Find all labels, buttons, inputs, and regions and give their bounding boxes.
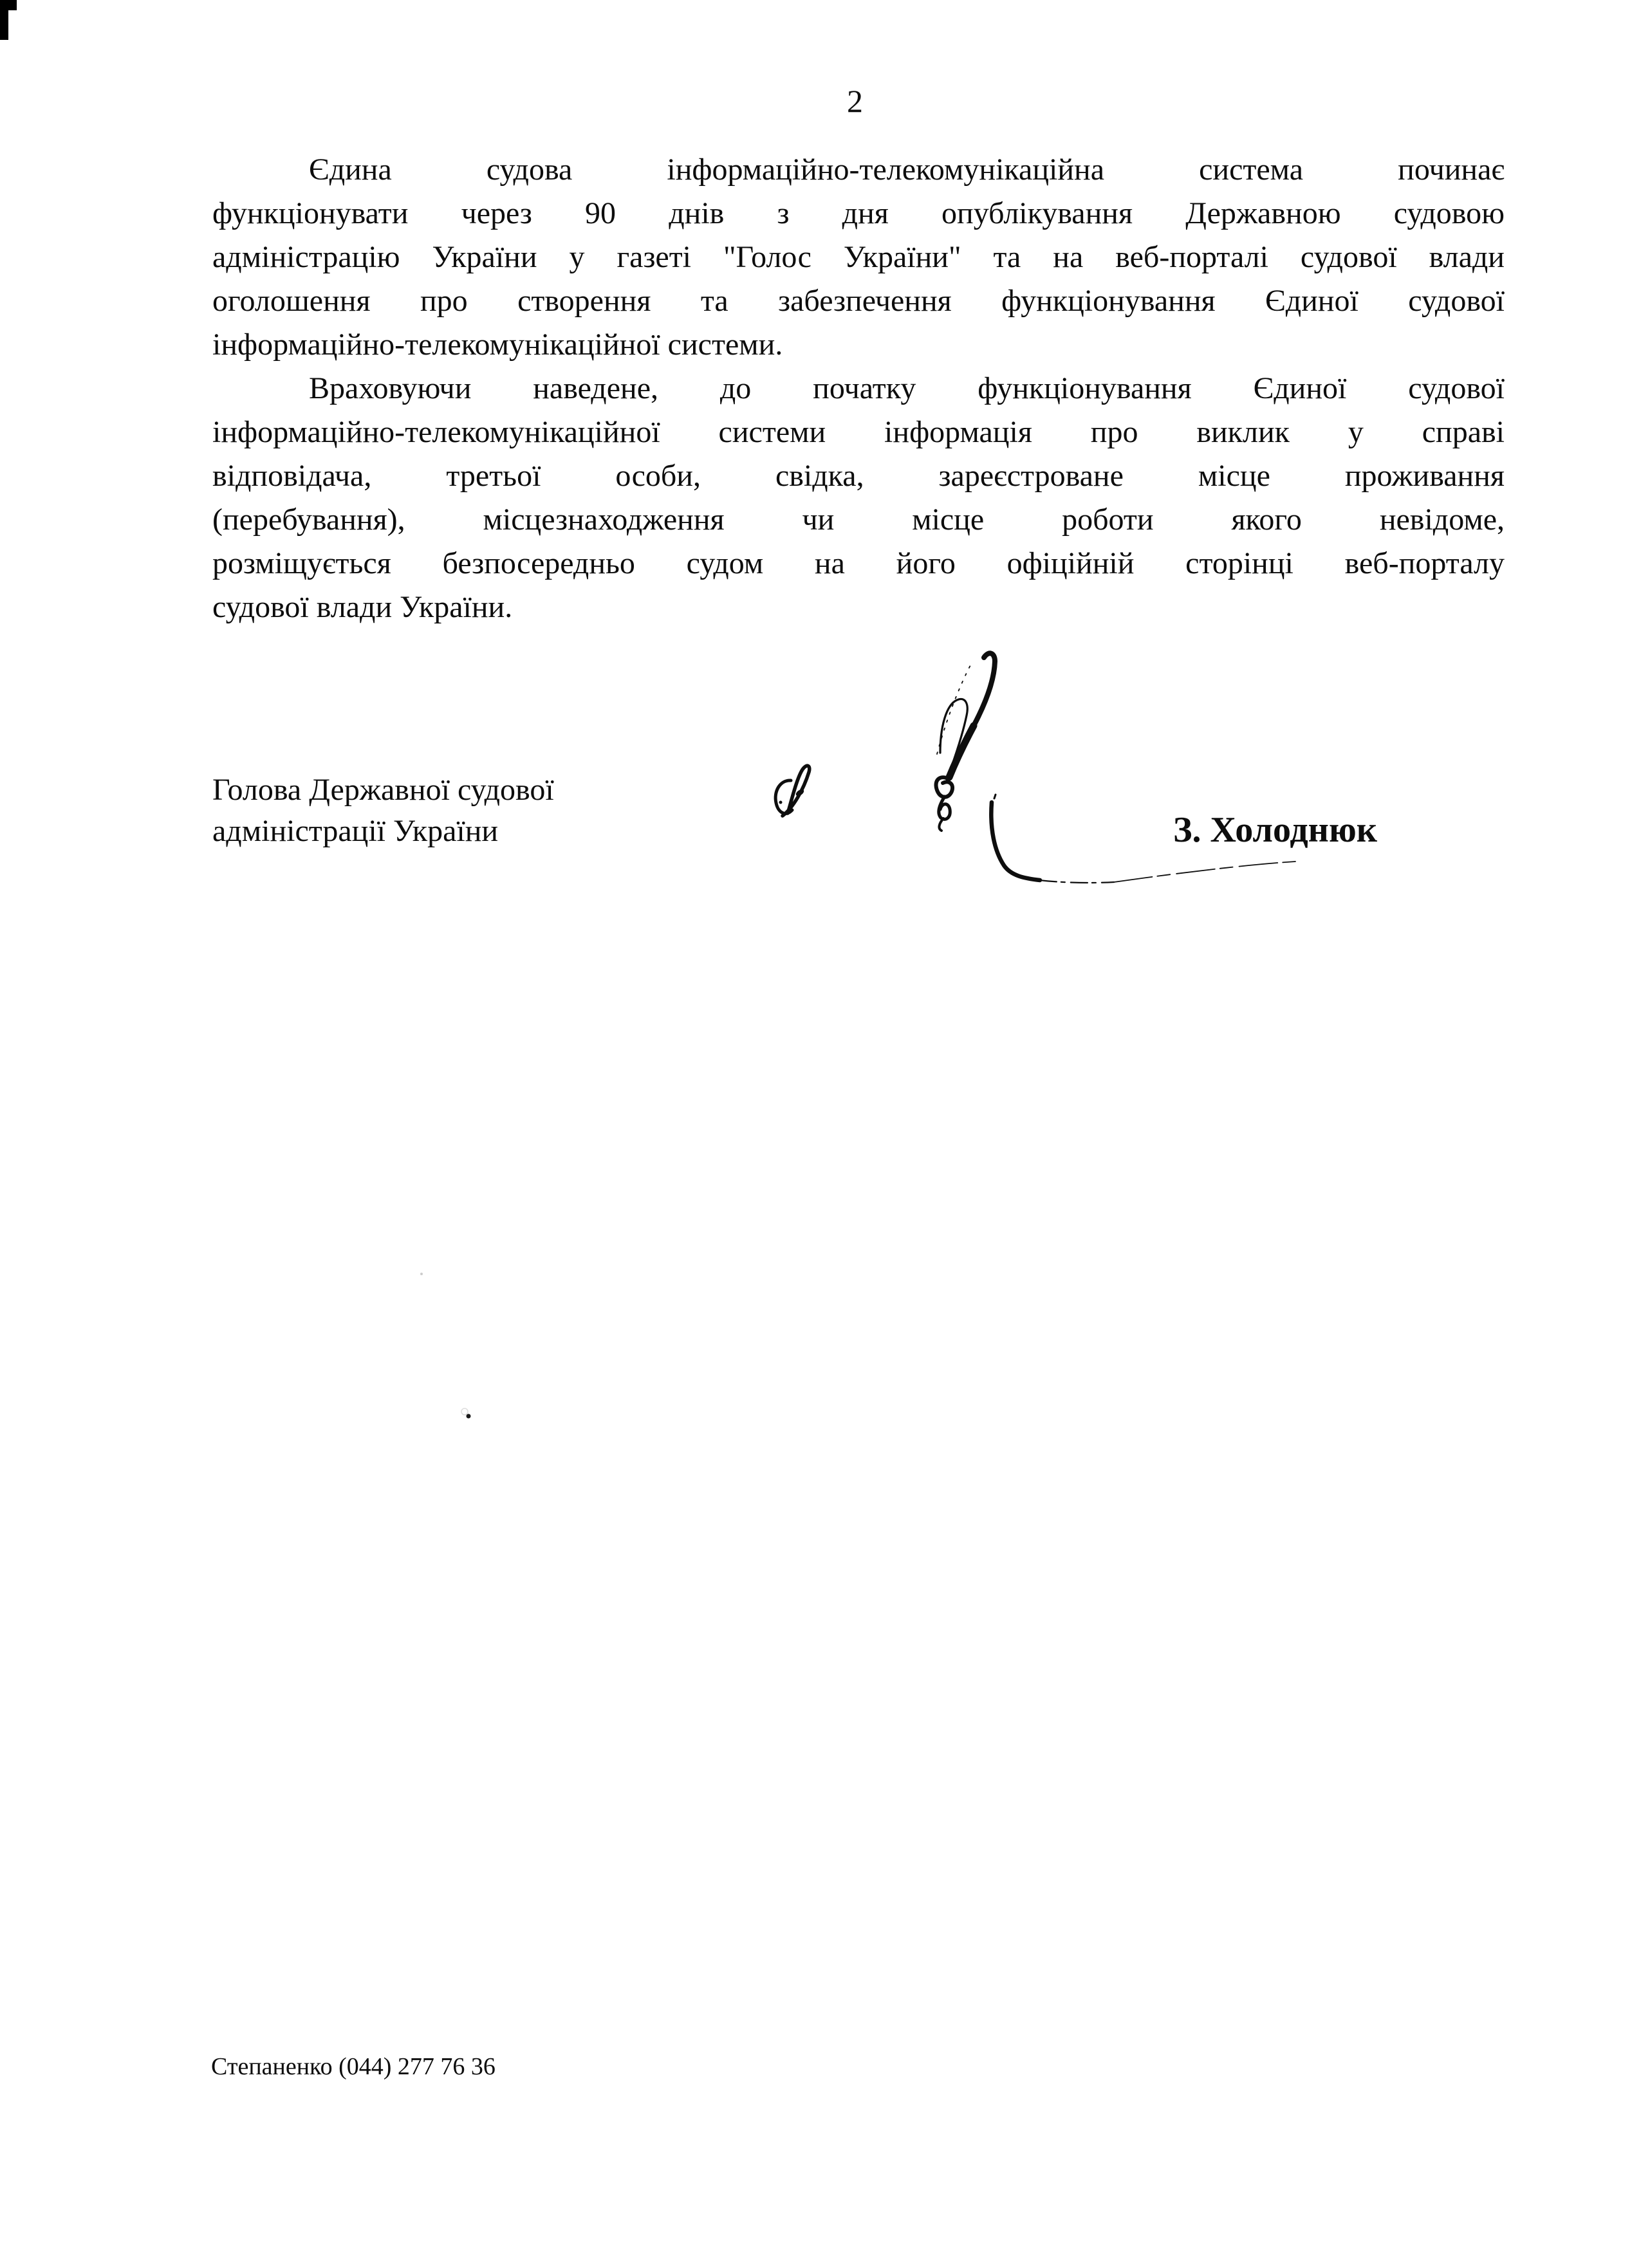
signature-stroke bbox=[939, 797, 950, 819]
signature-stroke bbox=[936, 777, 953, 797]
signoff-title bbox=[212, 770, 701, 852]
signature-stroke bbox=[940, 699, 967, 770]
signature-stroke bbox=[1040, 880, 1114, 883]
signoff-title-line: Голова Державної судової bbox=[212, 773, 554, 807]
signature-stroke bbox=[948, 653, 995, 779]
signature-stroke bbox=[775, 780, 792, 813]
text-line: інформаційно-телекомунікаційної системи інформація про виклик у справі bbox=[212, 415, 1505, 449]
page-number: 2 bbox=[847, 83, 863, 119]
text-line: судової влади України. bbox=[212, 590, 513, 624]
text-line: відповідача, третьої особи, свідка, зареєстроване місце проживання bbox=[212, 459, 1505, 493]
signature-stroke bbox=[937, 664, 971, 754]
paragraph-1 bbox=[212, 148, 1505, 367]
text-line: оголошення про створення та забезпечення функціонування Єдиної судової bbox=[212, 284, 1505, 318]
signature-stroke bbox=[779, 801, 783, 804]
signature-stroke bbox=[939, 818, 943, 831]
body-text bbox=[212, 148, 1505, 629]
signature-stroke bbox=[1114, 862, 1295, 882]
paragraph-2 bbox=[212, 367, 1505, 629]
signature-stroke bbox=[994, 795, 996, 798]
scan-speck bbox=[461, 1408, 468, 1415]
signature-stroke bbox=[795, 788, 805, 798]
text-line: розміщується безпосередньо судом на його офіційній сторінці веб-порталу bbox=[212, 546, 1505, 580]
text-line: інформаційно-телекомунікаційної системи. bbox=[212, 327, 783, 362]
signature-stroke bbox=[783, 766, 810, 816]
scan-speck bbox=[467, 1414, 471, 1419]
scan-edge-artifact bbox=[0, 0, 17, 10]
signature-stroke bbox=[991, 802, 1040, 880]
signer-name: З. Холоднюк bbox=[1173, 810, 1377, 850]
text-line: функціонувати через 90 днів з дня опублікування Державною судовою bbox=[212, 196, 1505, 230]
text-line: адміністрацію України у газеті "Голос України" та на веб-порталі судової влади bbox=[212, 240, 1505, 274]
text-line: (перебування), місцезнаходження чи місце роботи якого невідоме, bbox=[212, 502, 1505, 537]
text-line: Єдина судова інформаційно-телекомунікаційна система починає bbox=[309, 152, 1505, 187]
scan-speck bbox=[420, 1273, 423, 1275]
executor-contact: Степаненко (044) 277 76 36 bbox=[211, 2053, 496, 2080]
signature-stroke bbox=[949, 726, 974, 777]
signoff-title-line: адміністрації України bbox=[212, 814, 499, 848]
text-line: Враховуючи наведене, до початку функціонування Єдиної судової bbox=[309, 371, 1505, 405]
